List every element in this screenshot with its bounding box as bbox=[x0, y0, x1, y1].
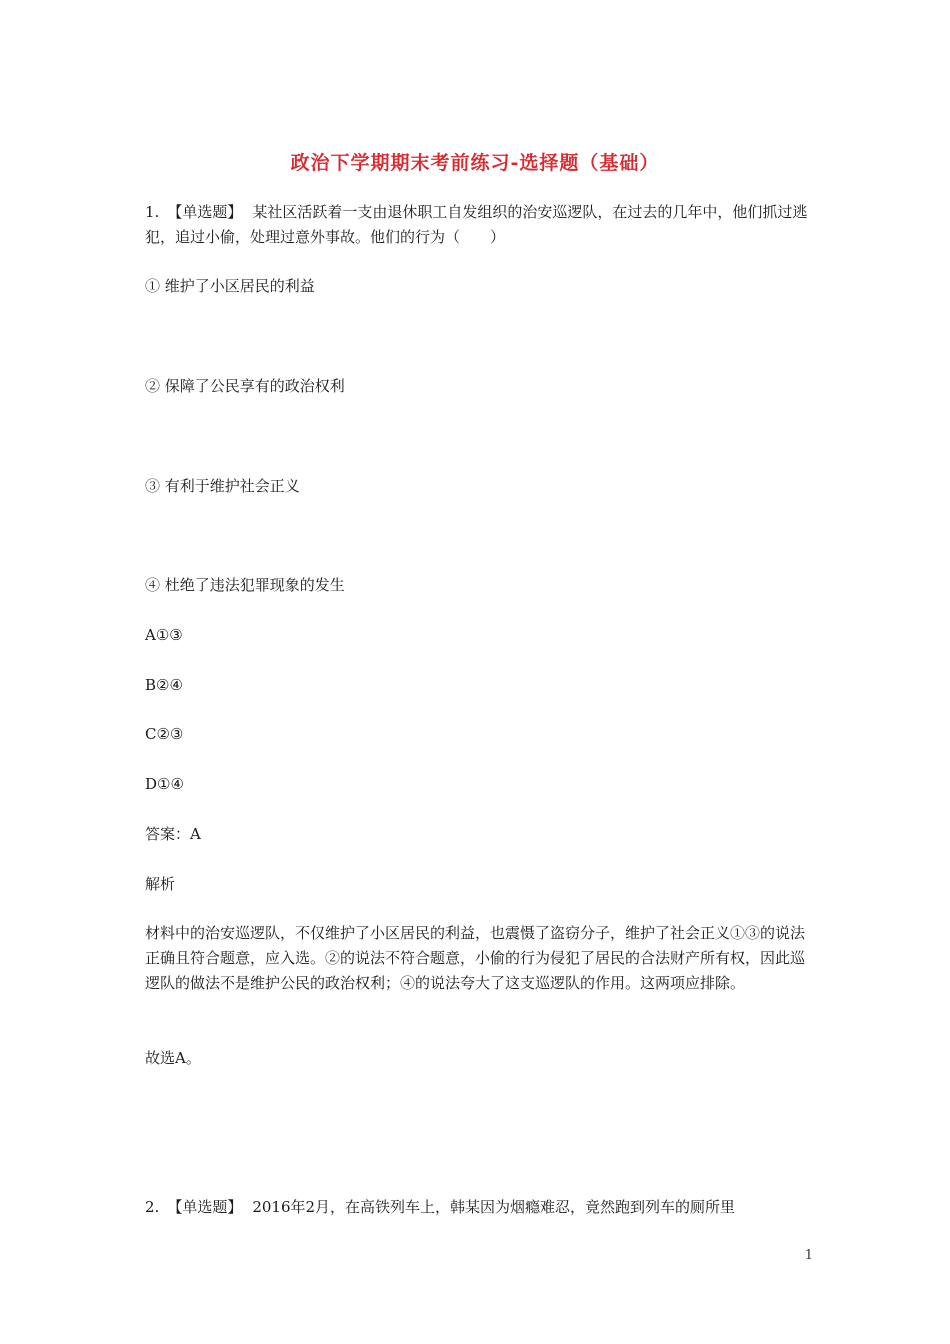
question-type: 【单选题】 bbox=[167, 1198, 243, 1216]
statement-1: ① 维护了小区居民的利益 bbox=[145, 277, 315, 295]
document-title: 政治下学期期末考前练习-选择题（基础） bbox=[290, 152, 660, 174]
question-text: 某社区活跃着一支由退休职工自发组织的治安巡逻队，在过去的几年中，他们抓过逃犯，追过小偷，处理过意外事故。他们的行为（ ） bbox=[145, 203, 808, 246]
statement-3: ③ 有利于维护社会正义 bbox=[145, 477, 300, 495]
option-d: D①④ bbox=[145, 775, 184, 793]
question-number: 2. bbox=[145, 1198, 160, 1216]
analysis-text: 材料中的治安巡逻队，不仅维护了小区居民的利益，也震慑了盗窃分子，维护了社会正义①③的说法正确且符合题意，应入选。②的说法不符合题意，小偷的行为侵犯了居民的合法财产所有权，因此巡逻队的做法不是维护公民的政治权利；④的说法夸大了这支巡逻队的作用。这两项应排除。 bbox=[145, 924, 806, 992]
question-1-stem bbox=[145, 200, 810, 250]
question-2-stem bbox=[145, 1195, 810, 1220]
option-a: A①③ bbox=[145, 626, 183, 644]
statement-4: ④ 杜绝了违法犯罪现象的发生 bbox=[145, 576, 345, 594]
answer: 答案：A bbox=[145, 825, 201, 843]
statement-2: ② 保障了公民享有的政治权利 bbox=[145, 377, 345, 395]
question-number: 1. bbox=[145, 203, 160, 221]
conclusion: 故选A。 bbox=[145, 1049, 201, 1067]
question-type: 【单选题】 bbox=[167, 203, 243, 221]
analysis-label: 解析 bbox=[145, 875, 176, 893]
option-b: B②④ bbox=[145, 676, 183, 694]
option-c: C②③ bbox=[145, 725, 184, 743]
page-number: 1 bbox=[804, 1248, 813, 1263]
question-text: 2016年2月，在高铁列车上，韩某因为烟瘾难忍，竟然跑到列车的厕所里 bbox=[252, 1198, 736, 1216]
